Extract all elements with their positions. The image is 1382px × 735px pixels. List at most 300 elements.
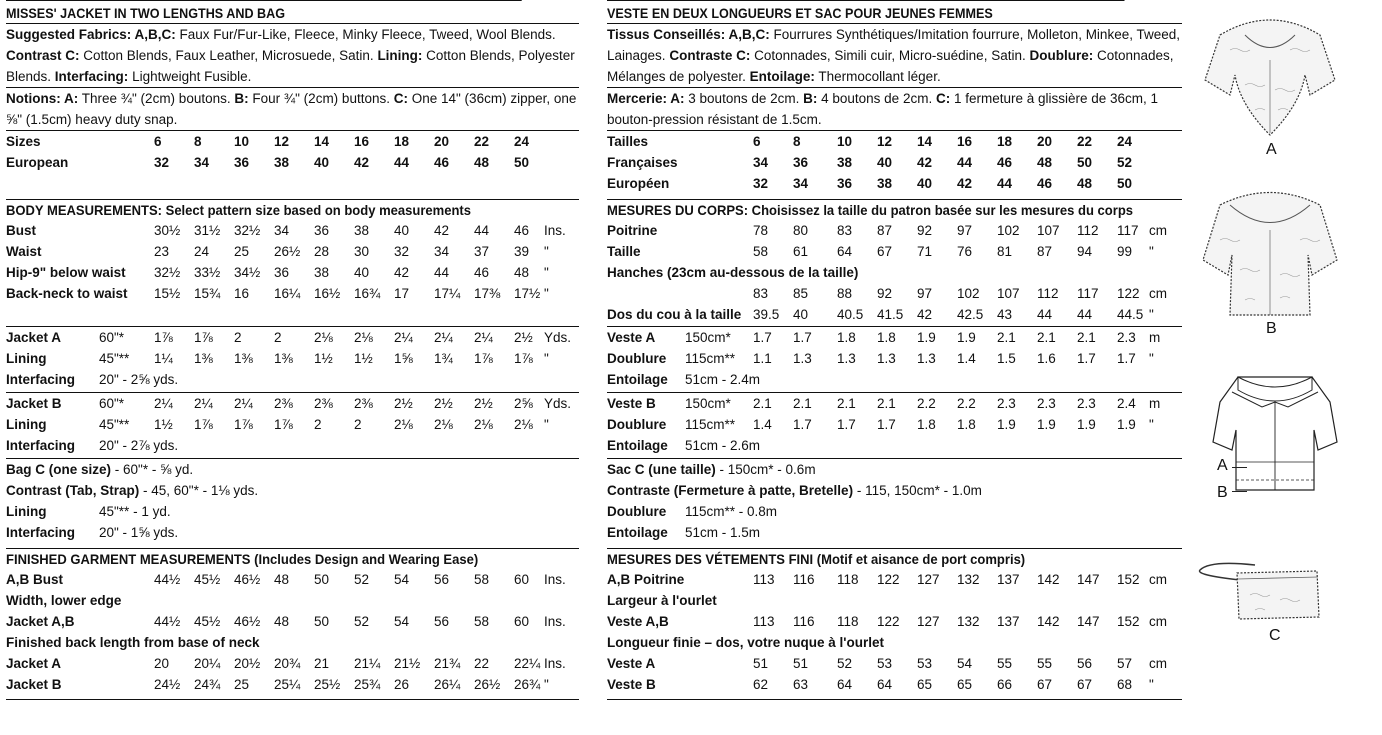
unit-cell: Ins. bbox=[544, 614, 566, 629]
table-cell: 43 bbox=[997, 307, 1013, 322]
table-cell: 137 bbox=[997, 614, 1020, 629]
table-cell: 66 bbox=[997, 677, 1013, 692]
size-cell: 40 bbox=[917, 176, 933, 191]
table-row bbox=[6, 220, 579, 241]
english-jacket-a-yardage bbox=[6, 326, 579, 392]
table-row bbox=[607, 674, 1182, 695]
width-cell: 20" - 2⅞ yds. bbox=[99, 438, 179, 453]
size-cell: 52 bbox=[1117, 155, 1133, 170]
table-row bbox=[607, 590, 1182, 611]
table-cell: 46 bbox=[474, 265, 490, 280]
bag-drawing-icon bbox=[1195, 555, 1325, 625]
table-cell: 1.8 bbox=[877, 330, 896, 345]
size-cell: 36 bbox=[837, 176, 853, 191]
row-label: Interfacing bbox=[6, 438, 76, 453]
table-cell: 44 bbox=[474, 223, 490, 238]
table-cell: 40.5 bbox=[837, 307, 864, 322]
table-cell: 118 bbox=[837, 572, 859, 587]
row-label: Largeur à l'ourlet bbox=[607, 593, 717, 608]
row-label: Jacket A bbox=[6, 656, 62, 671]
table-cell: 30½ bbox=[154, 223, 181, 238]
table-cell: 56 bbox=[1077, 656, 1093, 671]
table-cell: 1.7 bbox=[837, 417, 856, 432]
table-cell: 81 bbox=[997, 244, 1013, 259]
table-cell: 54 bbox=[394, 572, 410, 587]
table-cell: 44½ bbox=[154, 572, 181, 587]
size-cell: 42 bbox=[354, 155, 370, 170]
size-cell: 34 bbox=[753, 155, 769, 170]
unit-cell: cm bbox=[1149, 223, 1167, 238]
table-cell: 1½ bbox=[354, 351, 373, 366]
size-cell: 18 bbox=[394, 134, 410, 149]
size-cell: 18 bbox=[997, 134, 1013, 149]
table-row bbox=[6, 414, 579, 435]
table-cell: 26¼ bbox=[434, 677, 461, 692]
french-bag-yardage bbox=[607, 458, 1182, 548]
table-row bbox=[6, 653, 579, 674]
row-label: Veste A bbox=[607, 656, 656, 671]
size-cell: 6 bbox=[753, 134, 761, 149]
table-cell: 39.5 bbox=[753, 307, 780, 322]
table-cell: 44 bbox=[1037, 307, 1053, 322]
table-cell: 1.3 bbox=[877, 351, 896, 366]
unit-cell: cm bbox=[1149, 572, 1167, 587]
table-row bbox=[607, 393, 1182, 414]
row-label: Lining bbox=[6, 504, 47, 519]
table-cell: 55 bbox=[997, 656, 1013, 671]
unit-cell: " bbox=[1149, 244, 1154, 259]
row-label: Jacket A bbox=[6, 330, 62, 345]
table-cell: 26 bbox=[394, 677, 410, 692]
size-cell: 32 bbox=[753, 176, 769, 191]
unit-cell: " bbox=[1149, 307, 1154, 322]
table-cell: 44½ bbox=[154, 614, 181, 629]
table-cell: 22¼ bbox=[514, 656, 541, 671]
table-cell: 94 bbox=[1077, 244, 1093, 259]
row-label: Entoilage bbox=[607, 525, 668, 540]
table-cell: 2½ bbox=[474, 396, 493, 411]
jacket-a-illustration bbox=[1200, 5, 1340, 140]
size-cell: 48 bbox=[1037, 155, 1053, 170]
french-jacket-b-yardage bbox=[607, 392, 1182, 458]
table-cell: 17⅜ bbox=[474, 286, 501, 301]
size-cell: 16 bbox=[354, 134, 370, 149]
table-cell: 2.1 bbox=[1037, 330, 1056, 345]
table-cell: 61 bbox=[793, 244, 809, 259]
sizes-row: Sizes 6 8 10 12 14 16 18 20 22 24 bbox=[6, 131, 579, 152]
table-cell: 46½ bbox=[234, 572, 261, 587]
table-cell: 36 bbox=[274, 265, 290, 280]
size-cell: 10 bbox=[234, 134, 250, 149]
row-label: A,B Poitrine bbox=[607, 572, 685, 587]
unit-cell: cm bbox=[1149, 614, 1167, 629]
size-cell: 40 bbox=[877, 155, 893, 170]
table-cell: 1¾ bbox=[434, 351, 453, 366]
table-cell: 44 bbox=[1077, 307, 1093, 322]
size-cell: 42 bbox=[957, 176, 973, 191]
row-label: Width, lower edge bbox=[6, 593, 122, 608]
table-cell: 116 bbox=[793, 614, 815, 629]
table-cell: 1.9 bbox=[1077, 417, 1096, 432]
table-cell: 51 bbox=[793, 656, 809, 671]
english-finished-measurements bbox=[6, 548, 579, 699]
table-cell: 50 bbox=[314, 572, 330, 587]
table-cell: 2⅜ bbox=[274, 396, 293, 411]
table-cell: 2 bbox=[354, 417, 362, 432]
size-cell: 20 bbox=[1037, 134, 1053, 149]
size-cell: 36 bbox=[234, 155, 250, 170]
table-cell: 2.1 bbox=[997, 330, 1016, 345]
unit-cell: m bbox=[1149, 330, 1161, 345]
table-cell: 36 bbox=[314, 223, 330, 238]
table-cell: 83 bbox=[837, 223, 853, 238]
table-cell: 52 bbox=[837, 656, 853, 671]
table-row bbox=[6, 283, 579, 304]
table-cell: 1.7 bbox=[793, 330, 812, 345]
table-cell: 102 bbox=[957, 286, 980, 301]
table-cell: 58 bbox=[474, 572, 490, 587]
table-cell: 87 bbox=[1037, 244, 1053, 259]
table-cell: 1.8 bbox=[917, 417, 936, 432]
table-cell: 64 bbox=[877, 677, 893, 692]
tailles-row: Tailles 6 8 10 12 14 16 18 20 22 24 bbox=[607, 131, 1182, 152]
table-cell: 26¾ bbox=[514, 677, 541, 692]
table-cell: 45½ bbox=[194, 572, 221, 587]
unit-cell: cm bbox=[1149, 286, 1167, 301]
table-row bbox=[607, 348, 1182, 369]
table-row bbox=[607, 435, 1182, 456]
table-cell: 1.4 bbox=[753, 417, 772, 432]
table-cell: 46½ bbox=[234, 614, 261, 629]
table-cell: 64 bbox=[837, 244, 853, 259]
width-cell: 45"** bbox=[99, 417, 130, 432]
table-cell: 117 bbox=[1117, 223, 1139, 238]
row-text: - 115, 150cm* - 1.0m bbox=[853, 483, 982, 498]
unit-cell: Yds. bbox=[544, 330, 572, 345]
row-label: Hanches (23cm au-dessous de la taille) bbox=[607, 265, 859, 280]
table-cell: 16¼ bbox=[274, 286, 301, 301]
table-cell: 42 bbox=[434, 223, 450, 238]
table-row bbox=[6, 459, 579, 480]
table-cell: 24 bbox=[194, 244, 210, 259]
width-cell: 51cm - 2.4m bbox=[685, 372, 761, 387]
table-row bbox=[6, 393, 579, 414]
table-cell: 1⅞ bbox=[154, 330, 173, 345]
row-label: Interfacing bbox=[6, 525, 76, 540]
table-cell: 17½ bbox=[514, 286, 541, 301]
row-label: Poitrine bbox=[607, 223, 658, 238]
table-cell: 21½ bbox=[394, 656, 421, 671]
size-cell: 46 bbox=[434, 155, 450, 170]
size-cell: 20 bbox=[434, 134, 450, 149]
table-cell: 40 bbox=[394, 223, 410, 238]
width-cell: 150cm* bbox=[685, 330, 731, 345]
table-cell: 1⅝ bbox=[394, 351, 413, 366]
row-label: Back-neck to waist bbox=[6, 286, 128, 301]
flat-a-pointer bbox=[1232, 467, 1247, 468]
flat-b-letter: B bbox=[1217, 484, 1228, 501]
table-cell: 40 bbox=[354, 265, 370, 280]
english-column bbox=[6, 0, 579, 700]
row-label: Longueur finie – dos, votre nuque à l'ourlet bbox=[607, 635, 884, 650]
table-cell: 68 bbox=[1117, 677, 1133, 692]
table-cell: 2⅜ bbox=[314, 396, 333, 411]
table-cell: 56 bbox=[434, 614, 450, 629]
table-cell: 25½ bbox=[314, 677, 341, 692]
french-title: VESTE EN DEUX LONGUEURS ET SAC POUR JEUNES FEMMES bbox=[607, 0, 1125, 23]
row-text: - 150cm* - 0.6m bbox=[715, 462, 816, 477]
unit-cell: Ins. bbox=[544, 656, 566, 671]
size-cell: 16 bbox=[957, 134, 973, 149]
french-fabrics: Tissus Conseillés: A,B,C: Fourrures Synthétiques/Imitation fourrure, Molleton, Minkee, Tweed, Lainages. Contraste C: Cotonnades, Simili cuir, Micro-suédine, Satin. Doublure: Cotonnades, Mélanges de polyester. Entoilage: Thermocollant léger. bbox=[607, 23, 1182, 87]
row-label: Entoilage bbox=[607, 372, 668, 387]
unit-cell: m bbox=[1149, 396, 1161, 411]
size-cell: 14 bbox=[314, 134, 330, 149]
table-row bbox=[607, 501, 1182, 522]
table-row bbox=[6, 435, 579, 456]
table-cell: 20¾ bbox=[274, 656, 301, 671]
size-cell: 22 bbox=[474, 134, 490, 149]
table-cell: 42 bbox=[917, 307, 933, 322]
table-cell: 1.7 bbox=[1117, 351, 1136, 366]
table-cell: 58 bbox=[753, 244, 769, 259]
table-cell: 71 bbox=[917, 244, 933, 259]
table-cell: 1.1 bbox=[753, 351, 772, 366]
table-cell: 24¾ bbox=[194, 677, 221, 692]
table-cell: 152 bbox=[1117, 614, 1140, 629]
table-cell: 118 bbox=[837, 614, 859, 629]
table-cell: 152 bbox=[1117, 572, 1140, 587]
table-row bbox=[6, 522, 579, 543]
size-cell: 48 bbox=[1077, 176, 1093, 191]
row-label: Jacket B bbox=[6, 396, 62, 411]
table-cell: 58 bbox=[474, 614, 490, 629]
jacket-b-drawing-icon bbox=[1200, 180, 1340, 320]
size-cell: 50 bbox=[1077, 155, 1093, 170]
width-cell: 20" - 2⅝ yds. bbox=[99, 372, 179, 387]
width-cell: 60"* bbox=[99, 396, 125, 411]
table-cell: 2.2 bbox=[957, 396, 976, 411]
row-label: Interfacing bbox=[6, 372, 76, 387]
row-label: Veste B bbox=[607, 677, 656, 692]
row-label: Lining bbox=[6, 417, 47, 432]
table-cell: 122 bbox=[877, 614, 900, 629]
table-cell: 2 bbox=[234, 330, 242, 345]
table-row bbox=[6, 348, 579, 369]
table-cell: 44.5 bbox=[1117, 307, 1144, 322]
size-cell: 8 bbox=[194, 134, 202, 149]
table-row bbox=[607, 459, 1182, 480]
table-cell: 142 bbox=[1037, 614, 1060, 629]
table-cell: 1⅞ bbox=[234, 417, 253, 432]
row-label: Hip-9" below waist bbox=[6, 265, 126, 280]
table-row bbox=[6, 327, 579, 348]
table-cell: 32 bbox=[394, 244, 410, 259]
table-cell: 87 bbox=[877, 223, 893, 238]
table-cell: 1.9 bbox=[1037, 417, 1056, 432]
english-notions: Notions: A: Three ¾" (2cm) boutons. B: Four ¾" (2cm) buttons. C: One 14" (36cm) zipper, one ⅝" (1.5cm) heavy duty snap. bbox=[6, 87, 579, 130]
french-sizes bbox=[607, 130, 1182, 199]
width-cell: 150cm* bbox=[685, 396, 731, 411]
table-cell: 1⅞ bbox=[274, 417, 293, 432]
unit-cell: cm bbox=[1149, 656, 1167, 671]
table-cell: 2⅝ bbox=[514, 396, 533, 411]
width-cell: 60"* bbox=[99, 330, 125, 345]
table-cell: 16½ bbox=[314, 286, 341, 301]
table-row bbox=[6, 369, 579, 390]
english-jacket-b-yardage bbox=[6, 392, 579, 458]
unit-cell: " bbox=[544, 244, 549, 259]
table-row bbox=[6, 632, 579, 653]
table-cell: 21¾ bbox=[434, 656, 461, 671]
bag-c-illustration bbox=[1195, 555, 1325, 625]
table-cell: 83 bbox=[753, 286, 769, 301]
table-cell: 2¼ bbox=[474, 330, 493, 345]
table-cell: 122 bbox=[877, 572, 900, 587]
table-cell: 39 bbox=[514, 244, 530, 259]
table-cell: 30 bbox=[354, 244, 370, 259]
table-cell: 1.3 bbox=[793, 351, 812, 366]
table-cell: 65 bbox=[917, 677, 933, 692]
table-cell: 1⅞ bbox=[194, 330, 213, 345]
table-cell: 2½ bbox=[434, 396, 453, 411]
table-cell: 117 bbox=[1077, 286, 1099, 301]
jacket-b-illustration bbox=[1200, 180, 1340, 320]
row-label: Jacket B bbox=[6, 677, 62, 692]
table-cell: 2.1 bbox=[877, 396, 896, 411]
size-cell: 46 bbox=[1037, 176, 1053, 191]
table-row bbox=[607, 632, 1182, 653]
size-cell: 34 bbox=[793, 176, 809, 191]
table-row bbox=[607, 327, 1182, 348]
table-cell: 2.2 bbox=[917, 396, 936, 411]
row-label: Doublure bbox=[607, 351, 667, 366]
table-row bbox=[607, 480, 1182, 501]
table-cell: 1⅜ bbox=[234, 351, 253, 366]
table-cell: 1.5 bbox=[997, 351, 1016, 366]
table-cell: 55 bbox=[1037, 656, 1053, 671]
table-cell: 25¾ bbox=[354, 677, 381, 692]
table-cell: 2⅜ bbox=[354, 396, 373, 411]
table-cell: 88 bbox=[837, 286, 853, 301]
table-cell: 67 bbox=[1037, 677, 1053, 692]
flat-b-pointer bbox=[1232, 491, 1247, 492]
french-jacket-a-yardage bbox=[607, 326, 1182, 392]
table-cell: 48 bbox=[274, 614, 290, 629]
table-cell: 97 bbox=[917, 286, 933, 301]
table-cell: 23 bbox=[154, 244, 170, 259]
table-row bbox=[607, 369, 1182, 390]
table-cell: 112 bbox=[1037, 286, 1059, 301]
table-cell: 2¼ bbox=[234, 396, 253, 411]
table-cell: 67 bbox=[1077, 677, 1093, 692]
table-cell: 2.3 bbox=[997, 396, 1016, 411]
table-cell: 1⅞ bbox=[514, 351, 533, 366]
table-cell: 1.7 bbox=[1077, 351, 1096, 366]
english-bag-yardage bbox=[6, 458, 579, 548]
table-cell: 2¼ bbox=[394, 330, 413, 345]
table-cell: 57 bbox=[1117, 656, 1133, 671]
french-column bbox=[607, 0, 1182, 700]
size-cell: 40 bbox=[314, 155, 330, 170]
table-cell: 25 bbox=[234, 244, 250, 259]
size-cell: 14 bbox=[917, 134, 933, 149]
table-row bbox=[607, 611, 1182, 632]
table-cell: 1.9 bbox=[1117, 417, 1136, 432]
table-cell: 54 bbox=[394, 614, 410, 629]
row-label: Jacket A,B bbox=[6, 614, 75, 629]
row-label: Finished back length from base of neck bbox=[6, 635, 260, 650]
table-cell: 34 bbox=[434, 244, 450, 259]
size-cell: 50 bbox=[1117, 176, 1133, 191]
table-cell: 2⅛ bbox=[434, 417, 453, 432]
table-row bbox=[6, 480, 579, 501]
row-text: 115cm** - 0.8m bbox=[685, 504, 778, 519]
row-text: 51cm - 1.5m bbox=[685, 525, 761, 540]
table-row bbox=[6, 590, 579, 611]
table-cell: 15½ bbox=[154, 286, 181, 301]
width-cell: 45"** bbox=[99, 351, 130, 366]
table-row bbox=[607, 304, 1182, 325]
row-label: Taille bbox=[607, 244, 641, 259]
row-label: Veste A,B bbox=[607, 614, 669, 629]
europeen-row: Européen 32 34 36 38 40 42 44 46 48 50 bbox=[607, 173, 1182, 194]
table-cell: 38 bbox=[314, 265, 330, 280]
unit-cell: " bbox=[1149, 677, 1154, 692]
unit-cell: " bbox=[1149, 351, 1154, 366]
size-cell: 24 bbox=[1117, 134, 1133, 149]
table-cell: 64 bbox=[837, 677, 853, 692]
table-cell: 34½ bbox=[234, 265, 261, 280]
table-cell: 107 bbox=[1037, 223, 1060, 238]
table-row bbox=[6, 674, 579, 695]
table-cell: 1½ bbox=[154, 417, 173, 432]
table-cell: 60 bbox=[514, 572, 530, 587]
table-cell: 42.5 bbox=[957, 307, 984, 322]
table-cell: 21¼ bbox=[354, 656, 381, 671]
table-cell: 25¼ bbox=[274, 677, 301, 692]
table-cell: 2.3 bbox=[1037, 396, 1056, 411]
unit-cell: " bbox=[544, 351, 549, 366]
table-cell: 1⅞ bbox=[194, 417, 213, 432]
table-cell: 1.7 bbox=[753, 330, 772, 345]
unit-cell: " bbox=[544, 286, 549, 301]
english-title: MISSES' JACKET IN TWO LENGTHS AND BAG bbox=[6, 0, 522, 23]
table-cell: 31½ bbox=[194, 223, 221, 238]
table-cell: 127 bbox=[917, 572, 940, 587]
size-cell: 32 bbox=[154, 155, 170, 170]
table-cell: 2 bbox=[274, 330, 282, 345]
jacket-a-letter: A bbox=[1266, 141, 1277, 158]
table-cell: 51 bbox=[753, 656, 769, 671]
european-row: European 32 34 36 38 40 42 44 46 48 50 bbox=[6, 152, 579, 173]
row-label: Bag C (one size) bbox=[6, 462, 112, 477]
table-cell: 102 bbox=[997, 223, 1020, 238]
table-cell: 20 bbox=[154, 656, 170, 671]
size-cell: 34 bbox=[194, 155, 210, 170]
flat-a-letter: A bbox=[1217, 457, 1228, 474]
table-cell: 2⅛ bbox=[474, 417, 493, 432]
size-cell: 48 bbox=[474, 155, 490, 170]
table-cell: 33½ bbox=[194, 265, 221, 280]
width-cell: 115cm** bbox=[685, 351, 736, 366]
table-cell: 2⅛ bbox=[354, 330, 373, 345]
row-label: Doublure bbox=[607, 504, 667, 519]
table-cell: 142 bbox=[1037, 572, 1060, 587]
size-cell: 6 bbox=[154, 134, 162, 149]
table-cell: 32½ bbox=[154, 265, 181, 280]
table-cell: 46 bbox=[514, 223, 530, 238]
